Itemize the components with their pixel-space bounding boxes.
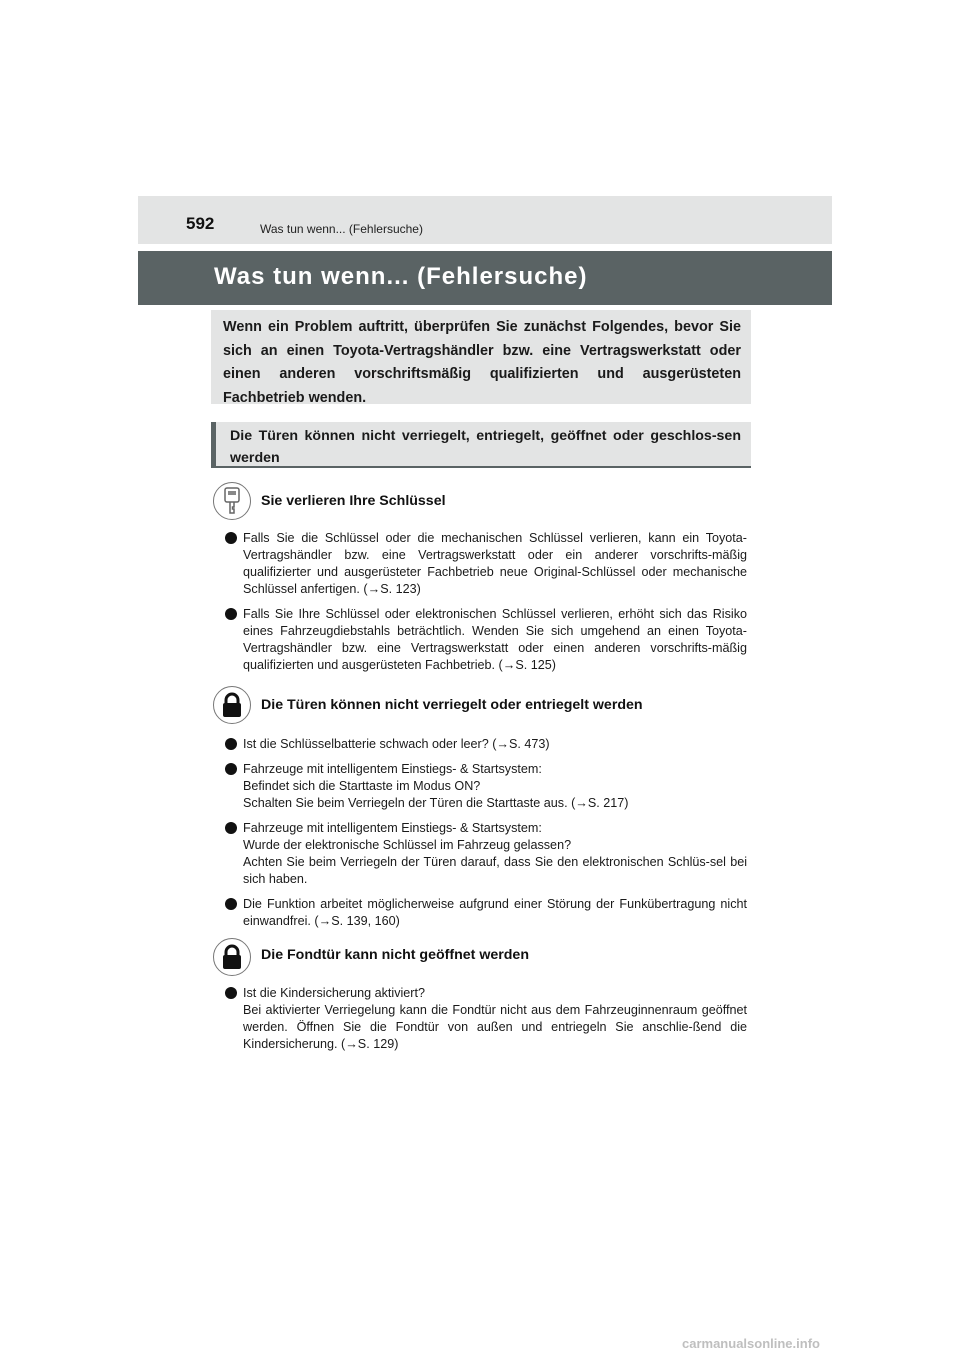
bullet-icon (225, 898, 237, 910)
list-item: Falls Sie Ihre Schlüssel oder elektronischen Schlüssel verlieren, erhöht sich das Risiko eines Fahrzeugdiebstahls beträchtlich. Wenden Sie sich umgehend an einen Toyota-Vertragshändler bzw. eine Vertragswerkstatt oder einen anderen vorschrifts-mäßig qualifizierten und ausgerüsteten Fachbetrieb. (→S. 125) (225, 606, 747, 674)
watermark: carmanualsonline.info (682, 1336, 820, 1351)
list-item: Die Funktion arbeitet möglicherweise aufgrund einer Störung der Funkübertragung nicht einwandfrei. (→S. 139, 160) (225, 896, 747, 930)
subsection-title-rear-door: Die Fondtür kann nicht geöffnet werden (261, 947, 529, 963)
bullet-icon (225, 532, 237, 544)
intro-box: Wenn ein Problem auftritt, überprüfen Sie zunächst Folgendes, bevor Sie sich an einen Toyota-Vertragshändler bzw. eine Vertragswerkstatt oder einen anderen vorschriftsmäßig qualifizierten und ausgerüsteten Fachbetrieb wenden. (211, 310, 751, 404)
section-heading: Die Türen können nicht verriegelt, entriegelt, geöffnet oder geschlos-sen werden (211, 422, 751, 468)
bullet-list-keys (225, 530, 747, 682)
list-item: Ist die Kindersicherung aktiviert? Bei aktivierter Verriegelung kann die Fondtür nicht aus dem Fahrzeuginnenraum geöffnet werden. Öffnen Sie die Fondtür von außen und entriegeln Sie anschlie-ßend die Kindersicherung. (→S. 129) (225, 985, 747, 1053)
key-icon (213, 482, 251, 520)
header-section-title: Was tun wenn... (Fehlersuche) (260, 222, 423, 236)
list-item: Falls Sie die Schlüssel oder die mechanischen Schlüssel verlieren, kann ein Toyota-Vertragshändler bzw. eine Vertragswerkstatt oder ein anderer vorschrifts-mäßig qualifizierter und ausgerüsteter Fachbetrieb neue Original-Schlüssel oder mechanische Schlüssel anfertigen. (→S. 123) (225, 530, 747, 598)
bullet-list-rear-door (225, 985, 747, 1061)
subsection-title-doors-lock: Die Türen können nicht verriegelt oder entriegelt werden (261, 697, 643, 713)
bullet-icon (225, 822, 237, 834)
bullet-icon (225, 763, 237, 775)
list-item: Fahrzeuge mit intelligentem Einstiegs- & Startsystem: Befindet sich die Starttaste im Modus ON? Schalten Sie beim Verriegeln der Türen die Starttaste aus. (→S. 217) (225, 761, 747, 812)
bullet-icon (225, 987, 237, 999)
list-item: Ist die Schlüsselbatterie schwach oder leer? (→S. 473) (225, 736, 747, 753)
bullet-list-doors-lock (225, 736, 747, 938)
subsection-title-keys: Sie verlieren Ihre Schlüssel (261, 493, 446, 509)
header-bar (138, 196, 832, 244)
page-title: Was tun wenn... (Fehlersuche) (214, 263, 588, 290)
lock-icon (213, 938, 251, 976)
bullet-icon (225, 738, 237, 750)
page-number: 592 (186, 214, 215, 233)
bullet-icon (225, 608, 237, 620)
list-item: Fahrzeuge mit intelligentem Einstiegs- & Startsystem: Wurde der elektronische Schlüssel im Fahrzeug gelassen? Achten Sie beim Verriegeln der Türen darauf, dass Sie den elektronischen Schlüs-sel bei sich haben. (225, 820, 747, 888)
lock-icon (213, 686, 251, 724)
